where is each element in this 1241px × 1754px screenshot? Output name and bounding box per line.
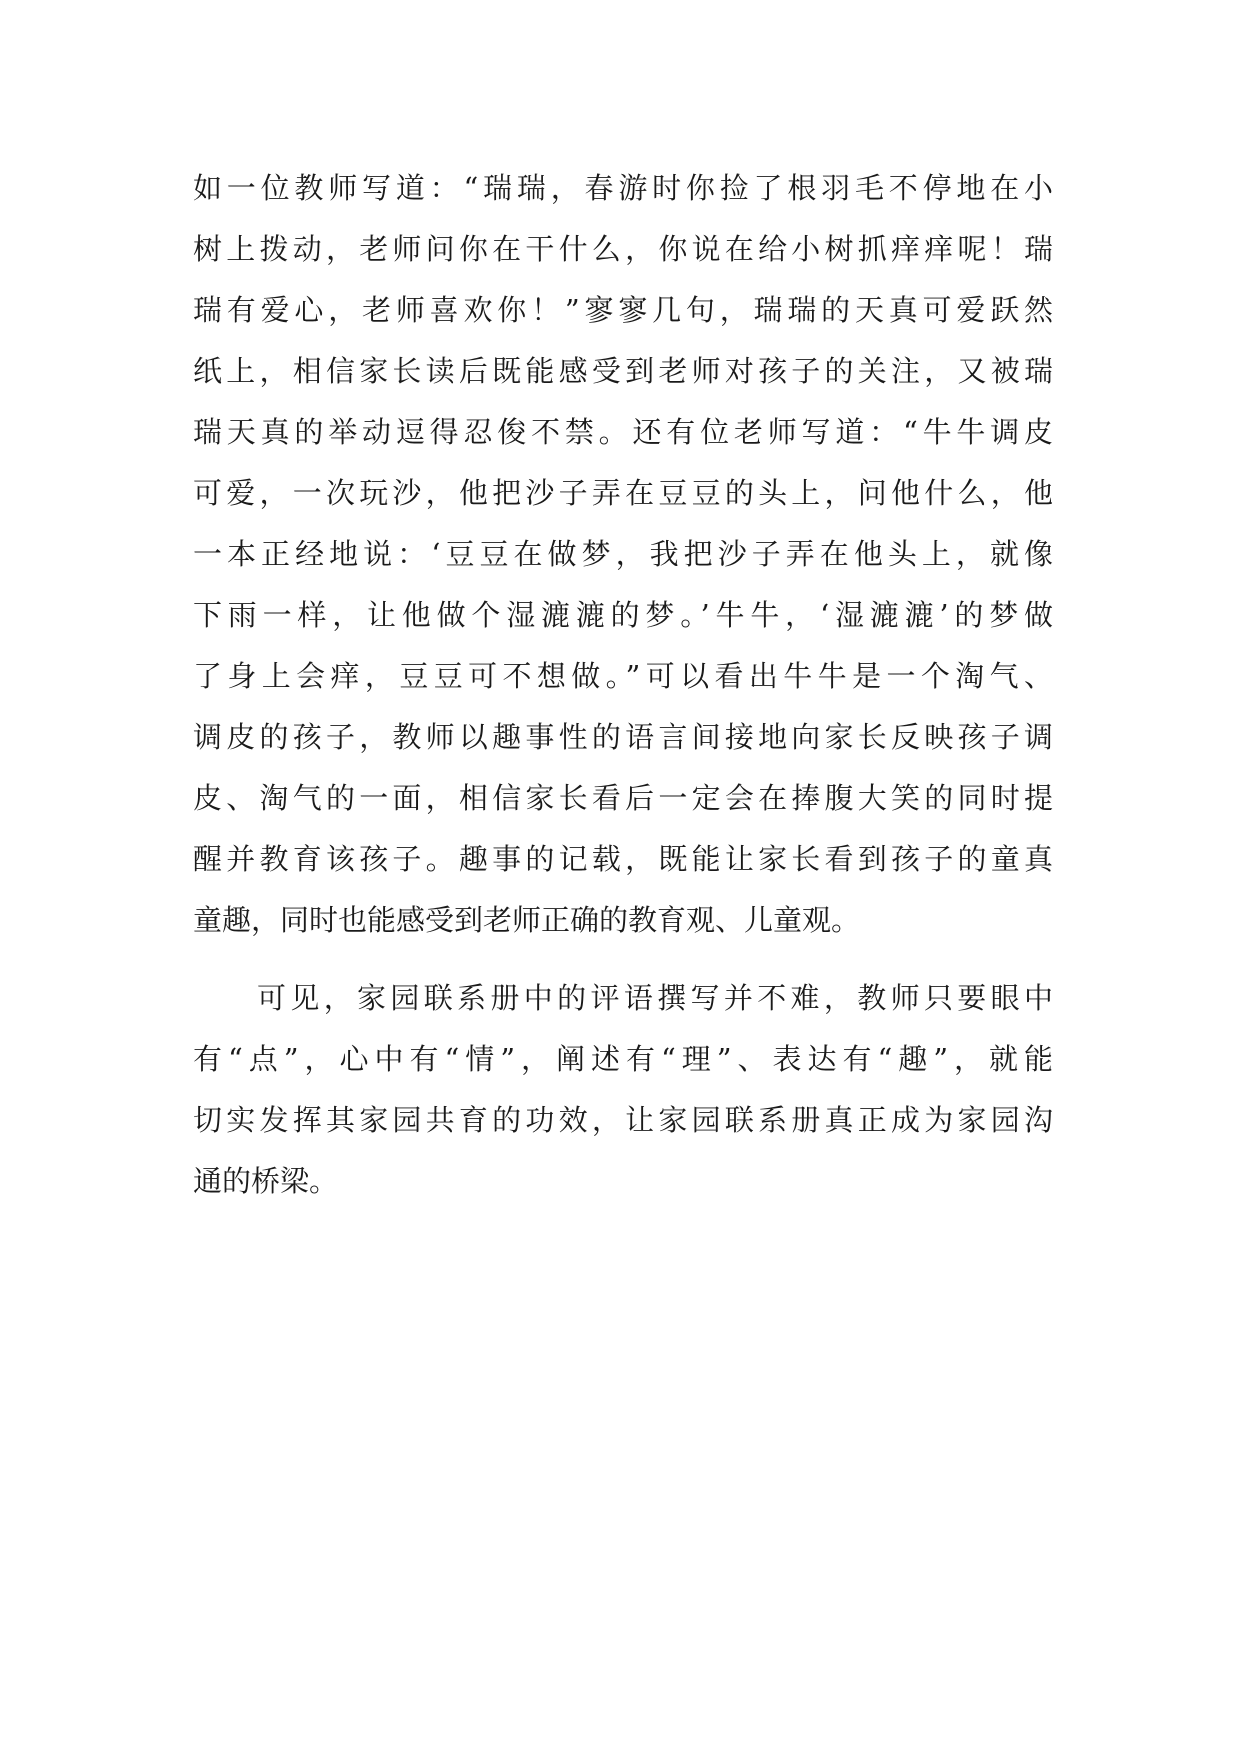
paragraph-1-line: 瑞有爱心，老师喜欢你！”寥寥几句，瑞瑞的天真可爱跃然 xyxy=(193,293,1053,327)
paragraph-2-line: 通的桥梁。 xyxy=(193,1164,339,1198)
paragraph-1-line: 童趣，同时也能感受到老师正确的教育观、儿童观。 xyxy=(193,903,861,937)
paragraph-2-line: 有“点”，心中有“情”，阐述有“理”、表达有“趣”，就能 xyxy=(193,1042,1053,1076)
paragraph-1-line: 一本正经地说：‘豆豆在做梦，我把沙子弄在他头上，就像 xyxy=(193,537,1053,571)
paragraph-1-line: 下雨一样，让他做个湿漉漉的梦。’牛牛，‘湿漉漉’的梦做 xyxy=(193,598,1053,632)
paragraph-1-line: 可爱，一次玩沙，他把沙子弄在豆豆的头上，问他什么，他 xyxy=(193,476,1053,510)
paragraph-2 xyxy=(193,968,1053,1212)
paragraph-1-line: 皮、淘气的一面，相信家长看后一定会在捧腹大笑的同时提 xyxy=(193,781,1053,815)
paragraph-2-line: 可见，家园联系册中的评语撰写并不难，教师只要眼中 xyxy=(257,981,1053,1015)
paragraph-1-line: 了身上会痒，豆豆可不想做。”可以看出牛牛是一个淘气、 xyxy=(193,659,1053,693)
paragraph-1-line: 树上拨动，老师问你在干什么，你说在给小树抓痒痒呢！瑞 xyxy=(193,232,1053,266)
paragraph-1-line: 如一位教师写道：“瑞瑞，春游时你捡了根羽毛不停地在小 xyxy=(193,171,1053,205)
paragraph-2-line: 切实发挥其家园共育的功效，让家园联系册真正成为家园沟 xyxy=(193,1103,1053,1137)
paragraph-1 xyxy=(193,158,1053,951)
paragraph-1-line: 醒并教育该孩子。趣事的记载，既能让家长看到孩子的童真 xyxy=(193,842,1053,876)
paragraph-1-line: 纸上，相信家长读后既能感受到老师对孩子的关注，又被瑞 xyxy=(193,354,1053,388)
paragraph-1-line: 瑞天真的举动逗得忍俊不禁。还有位老师写道：“牛牛调皮 xyxy=(193,415,1053,449)
paragraph-1-line: 调皮的孩子，教师以趣事性的语言间接地向家长反映孩子调 xyxy=(193,720,1053,754)
